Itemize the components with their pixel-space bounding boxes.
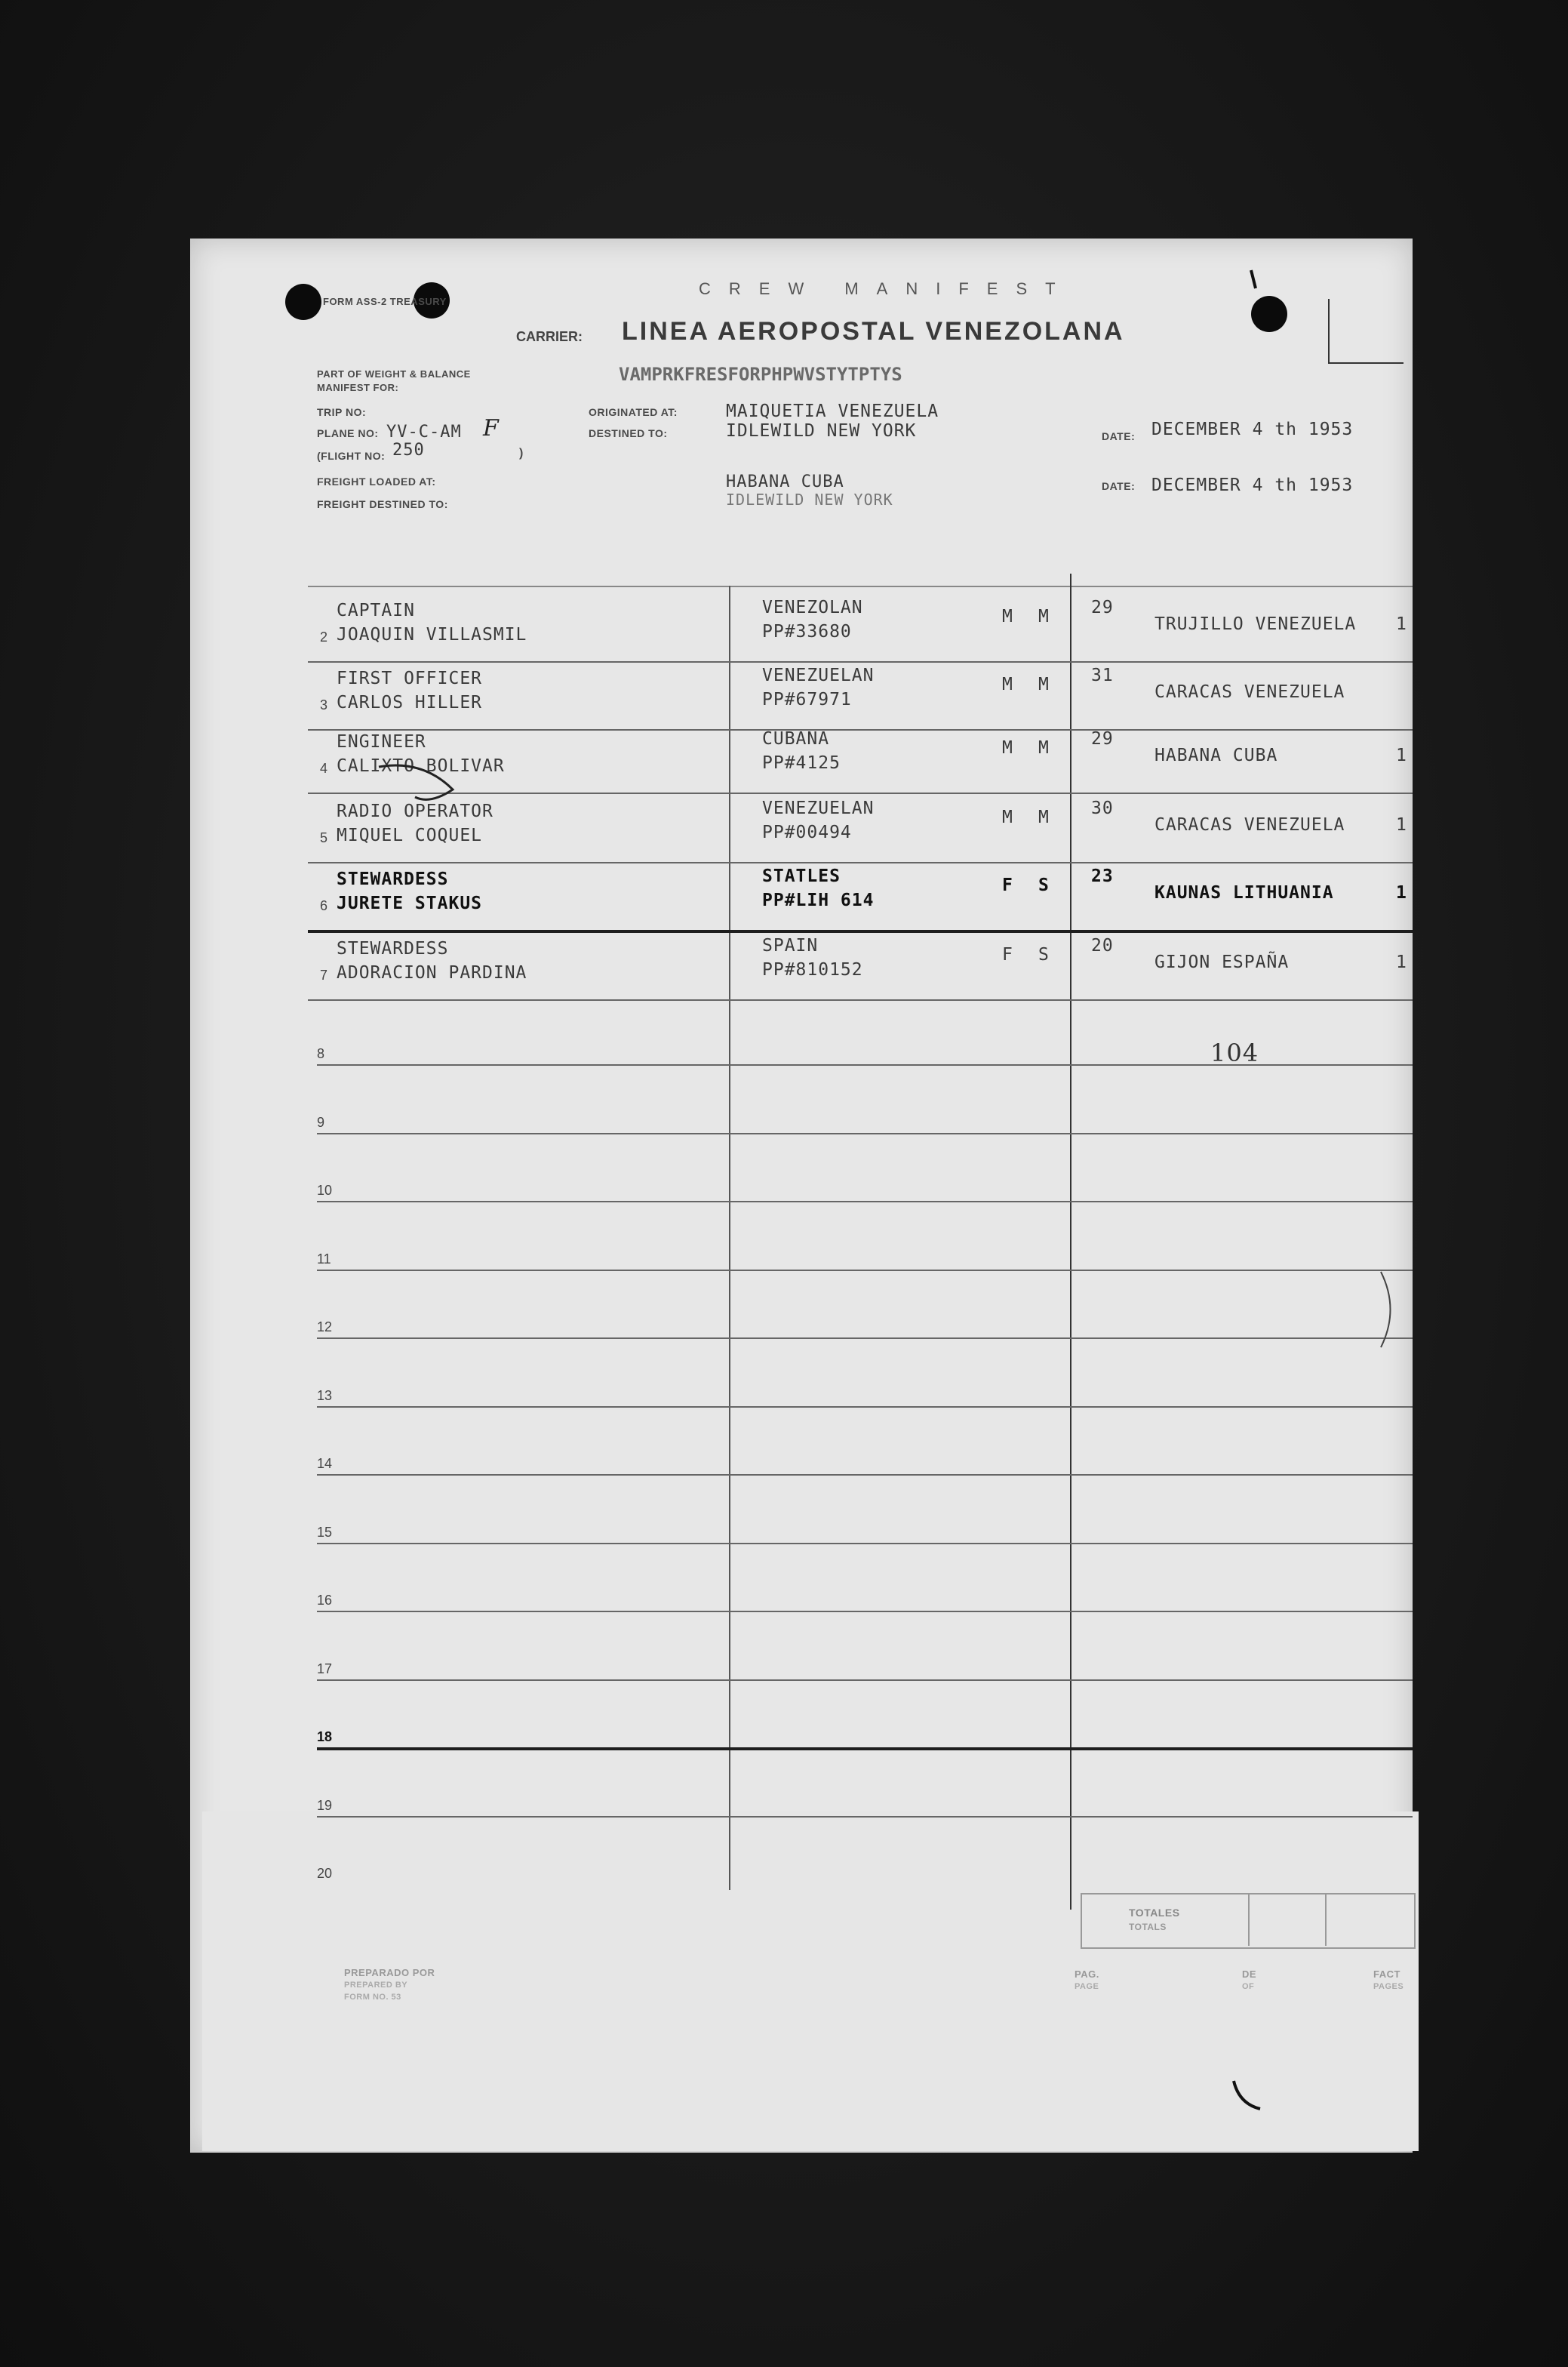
row-divider xyxy=(317,1201,1413,1202)
fact-label-en: PAGES xyxy=(1373,1982,1404,1991)
row-number: 18 xyxy=(317,1729,333,1744)
crew-age: 30 xyxy=(1091,799,1114,818)
row-number: 11 xyxy=(317,1251,331,1267)
row-divider xyxy=(308,862,1413,863)
crew-passport: PP#LIH 614 xyxy=(762,891,875,910)
row-divider xyxy=(317,1406,1413,1408)
form-number: FORM ASS-2 TREASURY xyxy=(323,296,447,307)
flight-no-label: (FLIGHT NO: xyxy=(317,450,386,462)
fact-label: FACT xyxy=(1373,1968,1400,1980)
pen-stroke-icon xyxy=(1230,2077,1268,2115)
crew-nationality: STATLES xyxy=(762,866,841,886)
row-number: 3 xyxy=(320,697,328,713)
crew-marital-status: S xyxy=(1038,876,1050,895)
freight-loaded-label: FREIGHT LOADED AT: xyxy=(317,476,436,488)
row-number: 17 xyxy=(317,1661,333,1676)
crew-cut-off-value: 1 xyxy=(1396,883,1407,903)
column-divider xyxy=(1070,574,1071,1910)
row-number: 16 xyxy=(317,1593,333,1608)
crew-passport: PP#00494 xyxy=(762,823,852,842)
page-label: PAG. xyxy=(1075,1968,1099,1980)
plane-no-label: PLANE NO: xyxy=(317,427,379,439)
freight-loaded-value: HABANA CUBA xyxy=(726,472,844,491)
crew-position: ENGINEER xyxy=(337,732,426,752)
crew-nationality: CUBANA xyxy=(762,729,830,749)
crew-marital-status: M xyxy=(1038,675,1050,694)
crew-age: 31 xyxy=(1091,666,1114,685)
row-divider xyxy=(317,1270,1413,1271)
row-number: 10 xyxy=(317,1183,333,1198)
crew-name: JOAQUIN VILLASMIL xyxy=(337,625,527,645)
row-number: 14 xyxy=(317,1456,333,1471)
crew-name: JURETE STAKUS xyxy=(337,894,483,913)
row-number: 7 xyxy=(320,968,328,983)
flight-no-value: 250 xyxy=(392,441,425,460)
form-number-footer: FORM NO. 53 xyxy=(344,1993,401,2002)
row-divider xyxy=(317,1543,1413,1544)
prepared-by-label: PREPARADO POR xyxy=(344,1967,435,1978)
crew-birthplace: TRUJILLO VENEZUELA xyxy=(1154,614,1357,634)
crew-cut-off-value: 1 xyxy=(1396,614,1407,634)
row-divider xyxy=(317,1133,1413,1134)
row-divider xyxy=(308,930,1413,933)
row-number: 8 xyxy=(317,1046,325,1061)
row-divider xyxy=(317,1816,1413,1818)
row-number: 6 xyxy=(320,898,328,913)
crew-age: 29 xyxy=(1091,729,1114,749)
corner-bracket xyxy=(1328,299,1330,364)
row-divider xyxy=(317,1611,1413,1612)
crew-marital-status: S xyxy=(1038,945,1050,965)
freight-destined-value: IDLEWILD NEW YORK xyxy=(726,491,893,509)
row-number: 9 xyxy=(317,1114,325,1130)
crew-marital-status: M xyxy=(1038,607,1050,626)
carrier-name: LINEA AEROPOSTAL VENEZOLANA xyxy=(622,317,1125,346)
row-divider xyxy=(308,729,1413,731)
column-divider xyxy=(729,586,730,1890)
crew-marital-status: M xyxy=(1038,738,1050,758)
destined-label: DESTINED TO: xyxy=(589,427,668,439)
crew-name: CARLOS HILLER xyxy=(337,693,483,713)
freight-destined-label: FREIGHT DESTINED TO: xyxy=(317,498,448,510)
originated-label: ORIGINATED AT: xyxy=(589,406,678,418)
crew-sex: M xyxy=(1002,675,1013,694)
row-divider xyxy=(317,1679,1413,1681)
date-value: DECEMBER 4 th 1953 xyxy=(1151,420,1354,439)
struck-over-line: VAMPRKFRESFORPHPWVSTYTPTYS xyxy=(619,364,902,385)
row-number: 15 xyxy=(317,1524,333,1540)
crew-name: MIQUEL COQUEL xyxy=(337,826,483,845)
crew-position: STEWARDESS xyxy=(337,939,449,959)
punch-hole-icon xyxy=(285,284,321,320)
totals-label-en: TOTALS xyxy=(1129,1922,1167,1932)
totals-label: TOTALES xyxy=(1129,1907,1180,1919)
trip-no-label: TRIP NO: xyxy=(317,406,367,418)
row-number: 4 xyxy=(320,761,328,776)
corner-bracket xyxy=(1328,362,1404,364)
crew-sex: F xyxy=(1002,876,1013,895)
row-number: 20 xyxy=(317,1866,333,1881)
crew-passport: PP#67971 xyxy=(762,690,852,709)
punch-hole-icon xyxy=(1251,296,1287,332)
table-top-border xyxy=(308,586,1413,587)
part-of-label: PART OF WEIGHT & BALANCE xyxy=(317,368,471,380)
row-divider xyxy=(308,999,1413,1001)
bracket-mark-icon xyxy=(1373,1268,1404,1351)
plane-no-value: YV-C-AM xyxy=(386,423,462,442)
crew-position: RADIO OPERATOR xyxy=(337,802,493,821)
crew-age: 29 xyxy=(1091,598,1114,617)
destined-value: IDLEWILD NEW YORK xyxy=(726,421,917,441)
row-number: 13 xyxy=(317,1387,333,1403)
crew-birthplace: CARACAS VENEZUELA xyxy=(1154,682,1345,702)
handwritten-annotation: 104 xyxy=(1210,1039,1259,1067)
crew-name: CALIXTO BOLIVAR xyxy=(337,756,505,776)
crew-passport: PP#810152 xyxy=(762,960,863,980)
row-number: 19 xyxy=(317,1797,333,1813)
crew-cut-off-value: 1 xyxy=(1396,953,1407,972)
crew-birthplace: CARACAS VENEZUELA xyxy=(1154,815,1345,835)
crew-nationality: SPAIN xyxy=(762,936,819,956)
date-label: DATE: xyxy=(1102,480,1136,492)
manifest-title: CREW MANIFEST xyxy=(699,279,1074,298)
crew-nationality: VENEZUELAN xyxy=(762,799,875,818)
row-number: 2 xyxy=(320,629,328,645)
of-label: DE xyxy=(1242,1968,1257,1980)
row-number: 5 xyxy=(320,830,328,845)
flight-no-close: ) xyxy=(519,447,524,460)
date-value: DECEMBER 4 th 1953 xyxy=(1151,476,1354,495)
page-label-en: PAGE xyxy=(1075,1982,1099,1991)
manifest-for-label: MANIFEST FOR: xyxy=(317,382,399,393)
row-divider xyxy=(317,1474,1413,1476)
crew-cut-off-value: 1 xyxy=(1396,746,1407,765)
row-divider xyxy=(317,1337,1413,1339)
crew-nationality: VENEZOLAN xyxy=(762,598,863,617)
crew-nationality: VENEZUELAN xyxy=(762,666,875,685)
crew-sex: M xyxy=(1002,808,1013,827)
totals-divider xyxy=(1248,1893,1250,1946)
crew-age: 23 xyxy=(1091,866,1114,886)
pen-stroke-icon xyxy=(1247,269,1265,299)
crew-age: 20 xyxy=(1091,936,1114,956)
crew-marital-status: M xyxy=(1038,808,1050,827)
prepared-by-label-en: PREPARED BY xyxy=(344,1981,408,1990)
crew-sex: M xyxy=(1002,607,1013,626)
row-divider xyxy=(308,661,1413,663)
crew-birthplace: GIJON ESPAÑA xyxy=(1154,953,1290,972)
date-label: DATE: xyxy=(1102,430,1136,442)
crew-birthplace: KAUNAS LITHUANIA xyxy=(1154,883,1334,903)
crew-sex: M xyxy=(1002,738,1013,758)
crew-position: STEWARDESS xyxy=(337,870,449,889)
crew-passport: PP#4125 xyxy=(762,753,841,773)
crew-sex: F xyxy=(1002,945,1013,965)
crew-birthplace: HABANA CUBA xyxy=(1154,746,1278,765)
crew-position: FIRST OFFICER xyxy=(337,669,483,688)
originated-value: MAIQUETIA VENEZUELA xyxy=(726,402,939,421)
handwritten-mark: F xyxy=(483,415,500,442)
crew-passport: PP#33680 xyxy=(762,622,852,642)
row-divider xyxy=(317,1747,1413,1750)
crew-name: ADORACION PARDINA xyxy=(337,963,527,983)
crew-position: CAPTAIN xyxy=(337,601,415,620)
carrier-label: CARRIER: xyxy=(516,329,583,344)
of-label-en: OF xyxy=(1242,1982,1255,1991)
totals-divider xyxy=(1325,1893,1327,1946)
row-number: 12 xyxy=(317,1319,333,1334)
pen-mark-icon xyxy=(377,752,475,812)
crew-cut-off-value: 1 xyxy=(1396,815,1407,835)
